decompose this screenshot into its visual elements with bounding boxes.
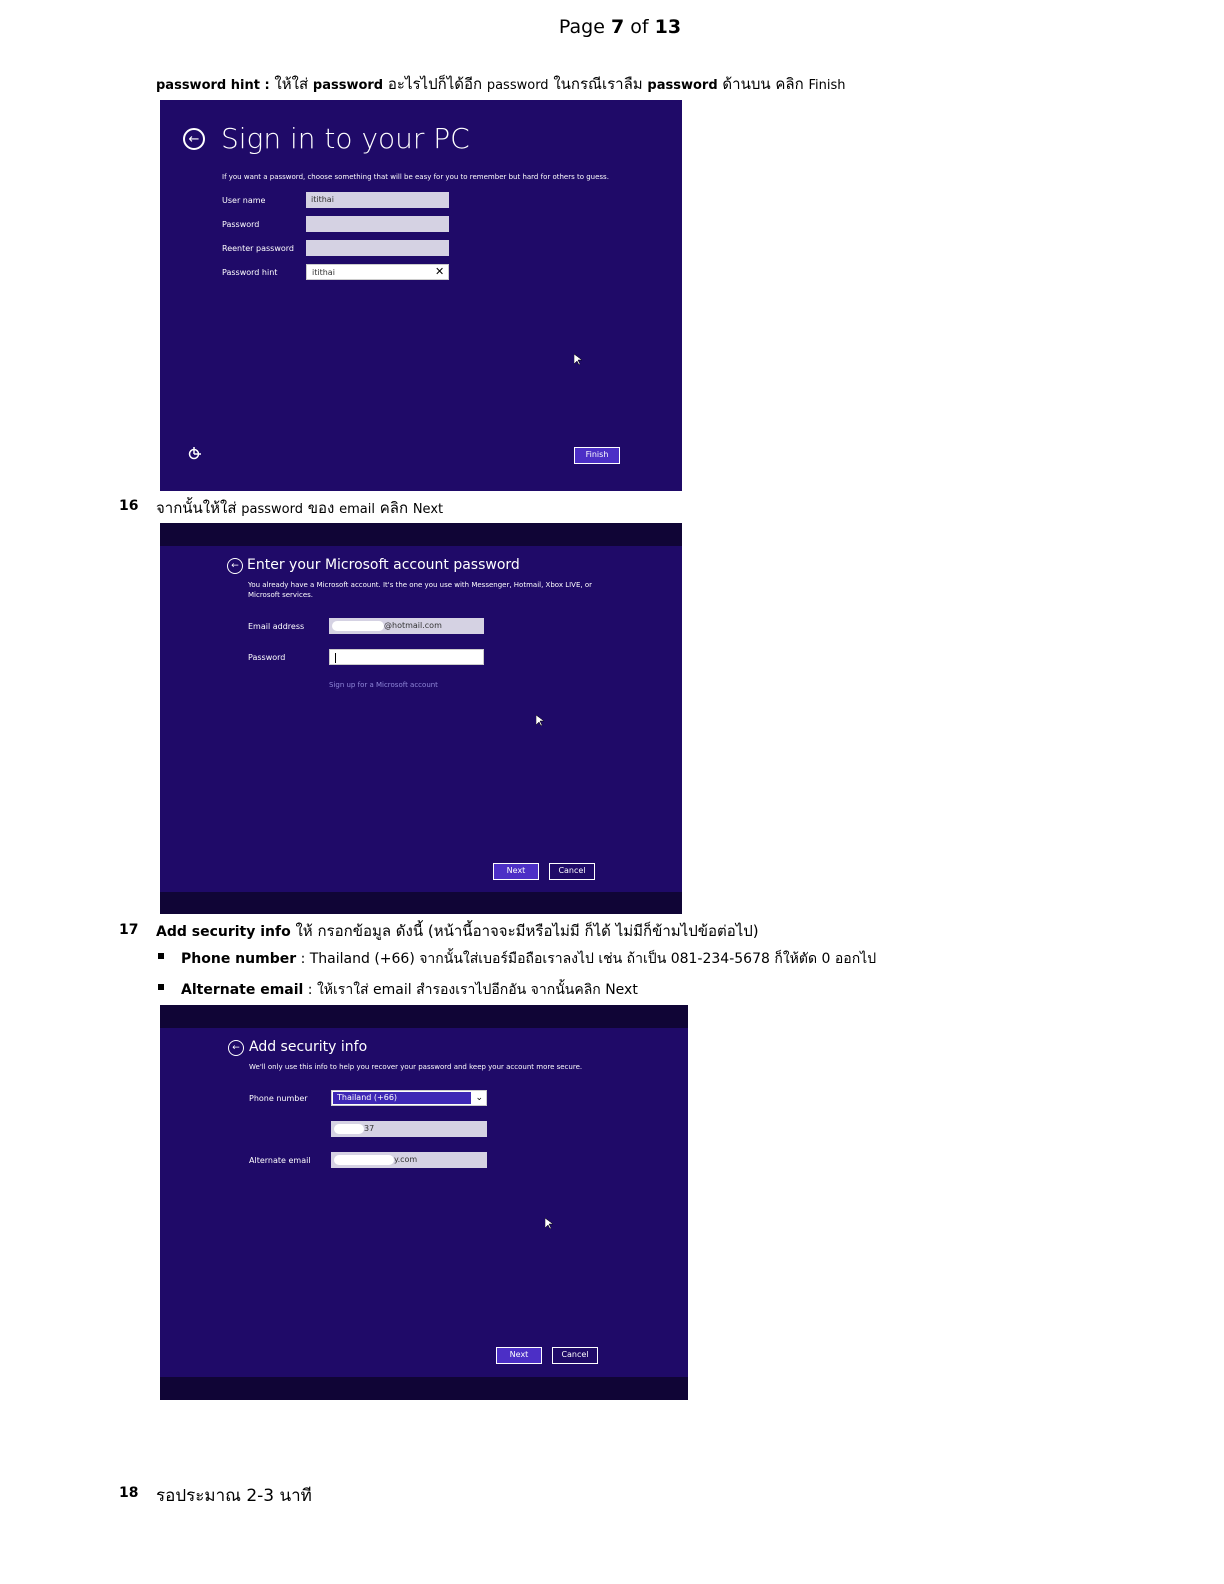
screen-subtitle-2: Microsoft services.	[248, 591, 314, 599]
email-value: @hotmail.com	[384, 621, 442, 630]
email-address-label: Email address	[248, 622, 305, 631]
password-input[interactable]	[329, 649, 484, 665]
screen-title: Enter your Microsoft account password	[247, 557, 520, 573]
password-term: password	[486, 78, 549, 93]
step-number: 18	[119, 1485, 139, 1501]
email-term: email	[339, 502, 375, 517]
screen-title: Sign in to your PC	[221, 122, 470, 155]
screenshot-account-password	[160, 523, 682, 914]
page-header	[0, 16, 1224, 38]
text: : Thailand (+66) จากนั้นใส่เบอร์มือถือเราลงไป เช่น ถ้าเป็น 081-234-5678 ก็ให้ตัด 0 ออกไป	[296, 951, 877, 967]
password-term: password	[241, 502, 303, 517]
password-term: password	[647, 78, 718, 93]
bullet-phone-number	[181, 948, 876, 970]
step-18-text: รอประมาณ 2-3 นาที	[156, 1486, 312, 1506]
reenter-password-input[interactable]	[306, 240, 449, 256]
text: ให้ กรอกข้อมูล ดังนี้ (หน้านี้อาจจะมีหรือไม่มี ก็ได้ ไม่มีก็ข้ามไปข้อต่อไป)	[290, 922, 759, 940]
alternate-email-label: Alternate email	[249, 1156, 311, 1165]
step-17-text	[156, 919, 759, 943]
chevron-down-icon[interactable]: ⌄	[475, 1093, 483, 1103]
next-term: Next	[412, 502, 444, 517]
text: คลิก	[374, 499, 413, 517]
of-word: of	[630, 16, 649, 38]
password-hint-input[interactable]	[306, 264, 449, 280]
screenshot-sign-in	[160, 100, 682, 491]
country-selected-value: Thailand (+66)	[333, 1092, 471, 1104]
phone-value: 37	[364, 1124, 375, 1133]
alt-email-value: y.com	[394, 1155, 418, 1164]
back-arrow-icon[interactable]: ←	[227, 558, 243, 574]
screen-title: Add security info	[249, 1039, 368, 1055]
password-label: Password	[248, 653, 286, 662]
text: อะไรไปก็ได้อีก	[383, 75, 487, 93]
finish-term: Finish	[808, 78, 846, 93]
email-address-input[interactable]	[329, 618, 484, 634]
password-hint-instruction	[156, 72, 845, 96]
cancel-button[interactable]: Cancel	[552, 1347, 598, 1364]
password-label: Password	[222, 220, 260, 229]
redaction	[334, 1124, 364, 1134]
finish-button[interactable]: Finish	[574, 447, 620, 464]
text: ด้านบน คลิก	[717, 75, 809, 93]
hint-value: itithai	[312, 268, 335, 277]
redaction	[334, 1155, 394, 1165]
sign-up-link[interactable]: Sign up for a Microsoft account	[329, 681, 438, 689]
text: จากนั้นให้ใส่	[156, 499, 242, 517]
user-name-label: User name	[222, 196, 266, 205]
clear-icon[interactable]: ✕	[435, 265, 445, 278]
text: ของ	[302, 499, 340, 517]
screen-subtitle: We'll only use this info to help you recover your password and keep your account more secure.	[249, 1063, 583, 1071]
page-total: 13	[654, 16, 682, 38]
password-input[interactable]	[306, 216, 449, 232]
back-arrow-icon[interactable]: ←	[228, 1040, 244, 1056]
text-caret	[335, 653, 336, 663]
back-arrow-icon[interactable]: ←	[183, 128, 205, 150]
screen-subtitle: If you want a password, choose something that will be easy for you to remember but hard for others to guess.	[222, 173, 609, 181]
step-16-text	[156, 496, 443, 520]
step-number: 17	[119, 922, 139, 938]
page-number: 7	[610, 16, 625, 38]
cancel-button[interactable]: Cancel	[549, 863, 595, 880]
bottom-band	[160, 892, 682, 914]
ease-of-access-icon[interactable]	[187, 447, 201, 461]
mouse-cursor-icon	[545, 1218, 553, 1230]
step-number: 16	[119, 498, 139, 514]
alternate-email-input[interactable]	[331, 1152, 487, 1168]
text: : ให้เราใส่ email สำรองเราไปอีกอัน จากนั้นคลิก Next	[303, 982, 638, 998]
mouse-cursor-icon	[536, 715, 544, 727]
user-name-input[interactable]: itithai	[306, 192, 449, 208]
top-band	[160, 1005, 688, 1028]
bullet-alternate-email	[181, 979, 638, 1001]
text: ให้ใส่	[269, 75, 313, 93]
bottom-band	[160, 1377, 688, 1400]
phone-term: Phone number	[181, 951, 297, 967]
password-hint-label: Password hint	[222, 268, 278, 277]
bullet	[158, 953, 164, 959]
security-info-term: Add security info	[156, 924, 291, 940]
hint-term: password hint :	[156, 78, 270, 93]
page-word: Page	[558, 16, 605, 38]
alternate-email-term: Alternate email	[181, 982, 304, 998]
screenshot-security-info	[160, 1005, 688, 1400]
screen-subtitle-1: You already have a Microsoft account. It's the one you use with Messenger, Hotmail, Xbox LIVE, or	[248, 581, 592, 589]
phone-number-label: Phone number	[249, 1094, 308, 1103]
redaction	[332, 621, 384, 631]
password-term: password	[312, 78, 384, 93]
top-band	[160, 523, 682, 546]
text: ในกรณีเราลืม	[548, 75, 648, 93]
bullet	[158, 984, 164, 990]
reenter-password-label: Reenter password	[222, 244, 294, 253]
next-button[interactable]: Next	[493, 863, 539, 880]
next-button[interactable]: Next	[496, 1347, 542, 1364]
mouse-cursor-icon	[574, 354, 582, 366]
phone-number-input[interactable]	[331, 1121, 487, 1137]
country-select[interactable]	[331, 1090, 487, 1106]
